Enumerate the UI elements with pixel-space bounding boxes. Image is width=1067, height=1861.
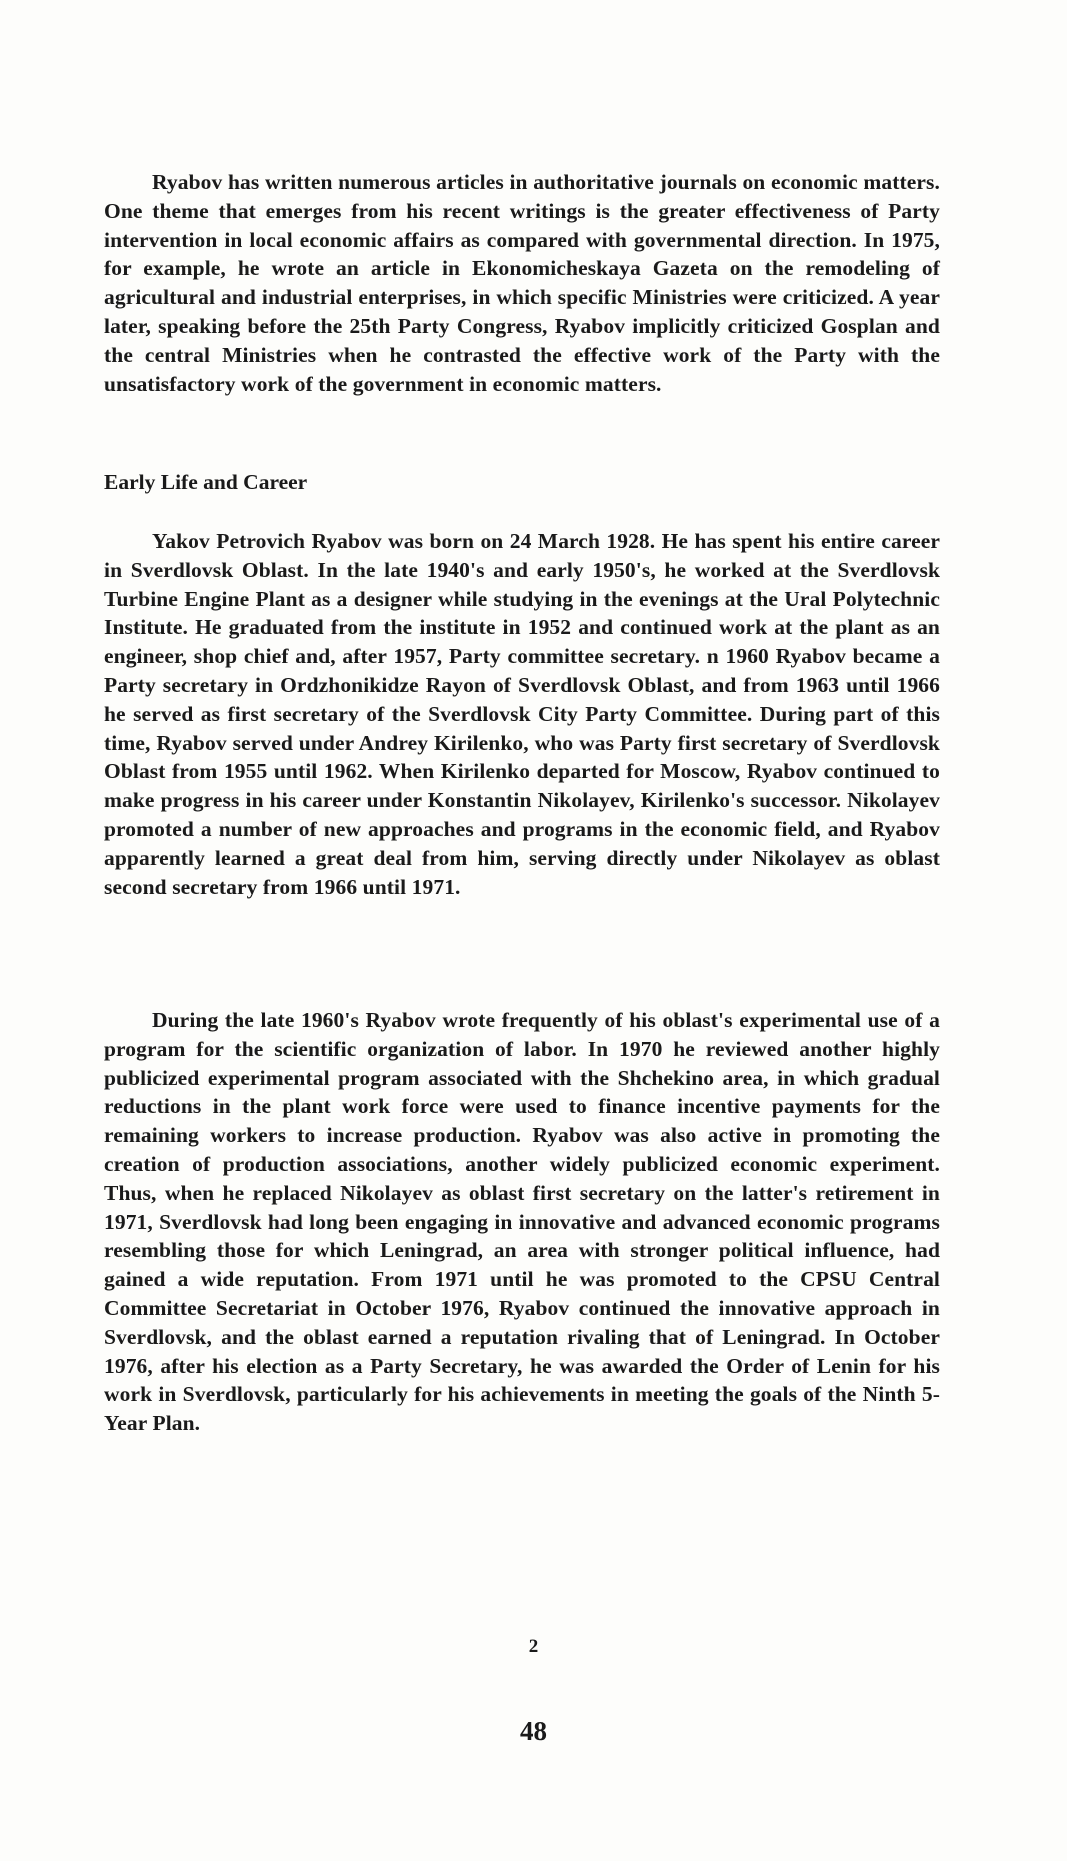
intro-paragraph-block (104, 168, 940, 398)
section-heading: Early Life and Career (104, 470, 308, 494)
late-1960s-paragraph-block (104, 1006, 940, 1438)
document-page-number: 2 (528, 1636, 539, 1657)
late-1960s-paragraph: During the late 1960's Ryabov wrote frequently of his oblast's experimental use of a program for the scientific organization of labor. In 1970 he reviewed another highly publicized experimental program associated with the Shchekino area, in which gradual reductions in the plant work force were used to finance incentive payments for the remaining workers to increase production. Ryabov was also active in promoting the creation of production associations, another widely publicized economic experiment. Thus, when he replaced Nikolayev as oblast first secretary on the latter's retirement in 1971, Sverdlovsk had long been engaging in innovative and advanced economic programs resembling those for which Leningrad, an area with stronger political influence, had gained a wide reputation. From 1971 until he was promoted to the CPSU Central Committee Secretariat in October 1976, Ryabov continued the innovative approach in Sverdlovsk, and the oblast earned a reputation rivaling that of Leningrad. In October 1976, after his election as a Party Secretary, he was awarded the Order of Lenin for his work in Sverdlovsk, particularly for his achievements in meeting the goals of the Ninth 5-Year Plan. (104, 1008, 940, 1436)
early-life-paragraph: Yakov Petrovich Ryabov was born on 24 March 1928. He has spent his entire career in Sverdlovsk Oblast. In the late 1940's and early 1950's, he worked at the Sverdlovsk Turbine Engine Plant as a designer while studying in the evenings at the Ural Polytechnic Institute. He graduated from the institute in 1952 and continued work at the plant as an engineer, shop chief and, after 1957, Party committee secretary. n 1960 Ryabov became a Party secretary in Ordzhonikidze Rayon of Sverdlovsk Oblast, and from 1963 until 1966 he served as first secretary of the Sverdlovsk City Party Committee. During part of this time, Ryabov served under Andrey Kirilenko, who was Party first secretary of Sverdlovsk Oblast from 1955 until 1962. When Kirilenko departed for Moscow, Ryabov continued to make progress in his career under Konstantin Nikolayev, Kirilenko's successor. Nikolayev promoted a number of new approaches and programs in the economic field, and Ryabov apparently learned a great deal from him, serving directly under Nikolayev as oblast second secretary from 1966 until 1971. (104, 529, 940, 899)
early-life-paragraph-block (104, 527, 940, 901)
file-page-number: 48 (520, 1716, 547, 1746)
intro-paragraph: Ryabov has written numerous articles in authoritative journals on economic matters. One theme that emerges from his recent writings is the greater effectiveness of Party intervention in local economic affairs as compared with governmental direction. In 1975, for example, he wrote an article in Ekonomicheskaya Gazeta on the remodeling of agricultural and industrial enterprises, in which specific Ministries were criticized. A year later, speaking before the 25th Party Congress, Ryabov implicitly criticized Gosplan and the central Ministries when he contrasted the effective work of the Party with the unsatisfactory work of the government in economic matters. (104, 170, 940, 396)
